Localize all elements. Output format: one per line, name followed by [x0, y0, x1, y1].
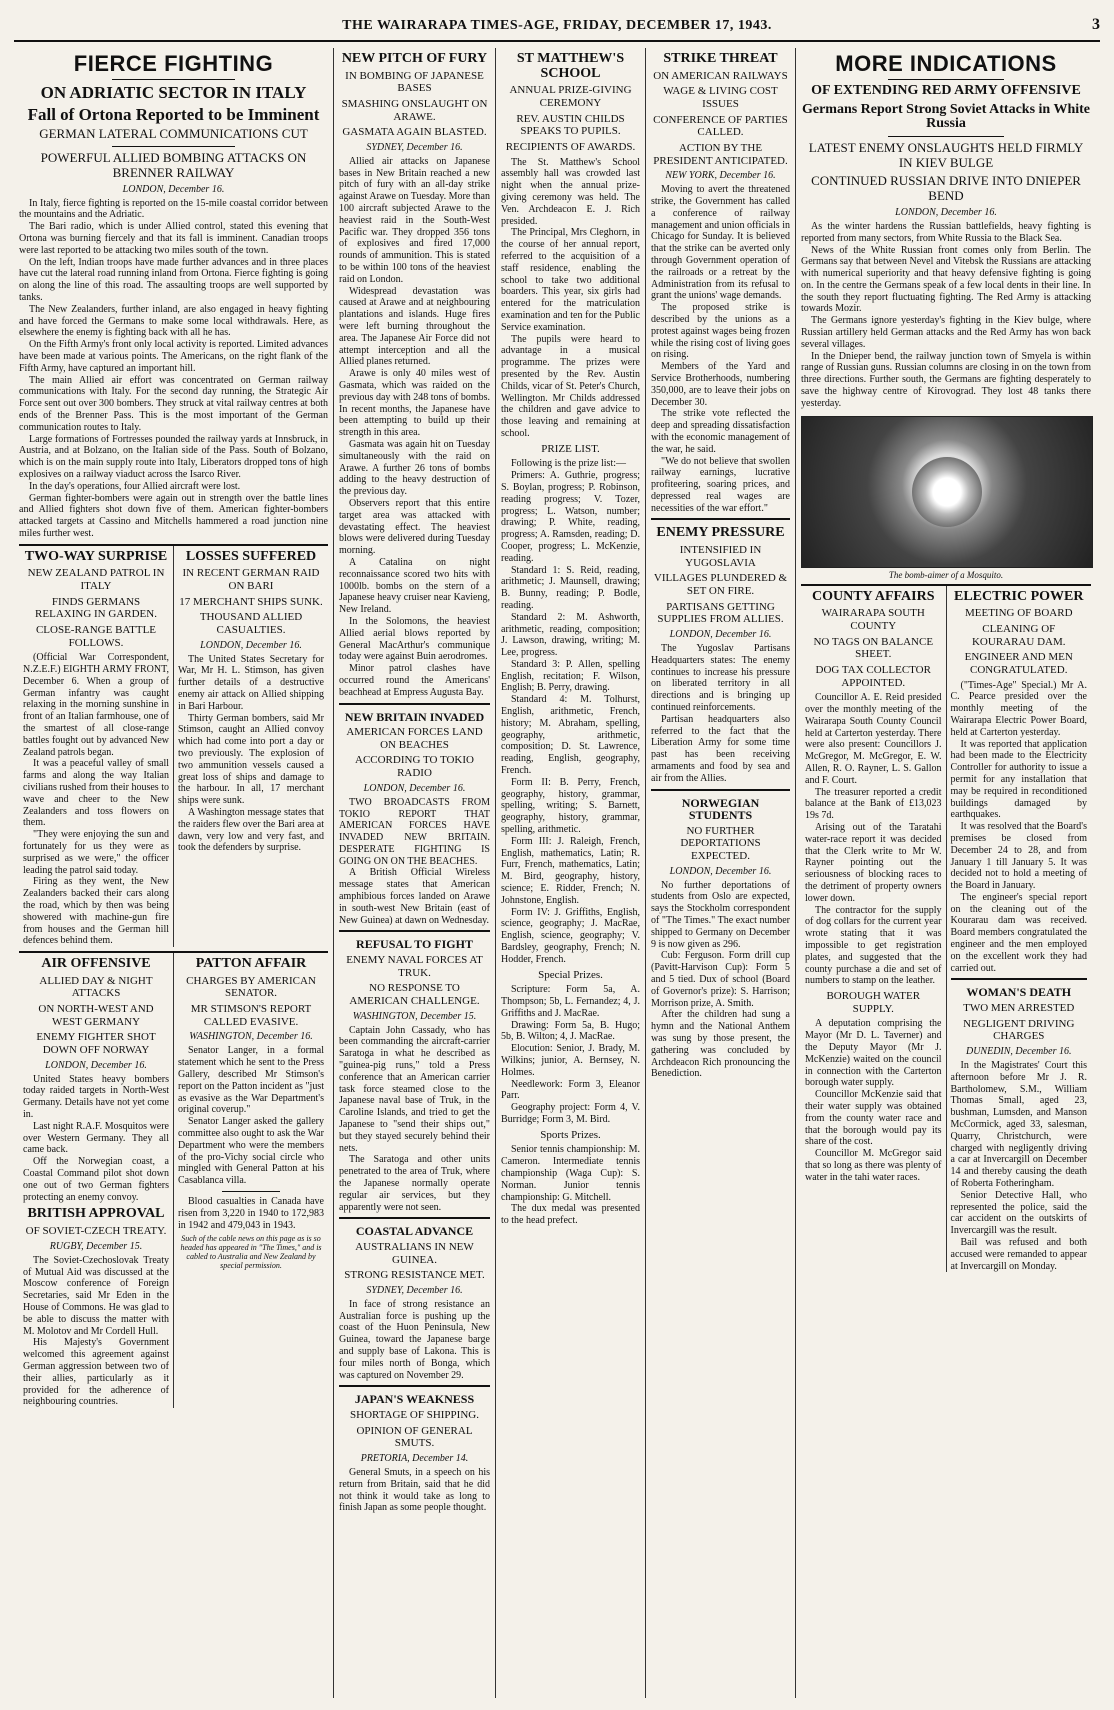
- special-prizes-heading: Special Prizes.: [538, 968, 603, 981]
- article-paragraph: The Germans ignore yesterday's fighting in the Kiev bulge, where Russian artillery held German attacks and the Red Army has won back several villages.: [801, 315, 1091, 350]
- deck: ACTION BY THE PRESIDENT ANTICIPATED.: [653, 141, 788, 167]
- two-story-row: [19, 544, 328, 947]
- story-japan: [339, 1385, 490, 1514]
- deck: NEGLIGENT DRIVING CHARGES: [963, 1017, 1075, 1043]
- column-3: [496, 48, 646, 1698]
- article-paragraph: Moving to avert the threatened strike, the Government has called a conference of railway management and union officials in Chicago for Sunday. It is believed that the strike can be averted only through Government operation of the railroads or a retreat by the Administration from its refusal to grant the unions' wage demands.: [651, 184, 790, 302]
- deck: CLEANING OF KOURARAU DAM.: [971, 622, 1066, 648]
- headline-japan: JAPAN'S WEAKNESS: [354, 1392, 475, 1407]
- dateline: WASHINGTON, December 15.: [352, 1010, 477, 1022]
- story-womans-death: [951, 978, 1088, 1272]
- deck: RECIPIENTS OF AWARDS.: [505, 140, 636, 153]
- headline-losses: LOSSES SUFFERED: [185, 548, 317, 564]
- article-paragraph: Senator Langer, in a formal statement which he sent to the Press Gallery, described Mr Stimson's report on the Patton incident as "just as evasive as the War Department's original coverup.": [178, 1045, 324, 1116]
- column-2: [334, 48, 496, 1698]
- deck: NEW ZEALAND PATROL IN ITALY: [27, 567, 165, 593]
- deck-white-russia: Germans Report Strong Soviet Attacks in White Russia: [801, 101, 1091, 132]
- cable-footnote: Such of the cable news on this page as is so headed has appeared in "The Times," and is cabled to Australia and New Zealand by special permission.: [180, 1234, 322, 1270]
- deck: ENGINEER AND MEN CONGRATULATED.: [964, 651, 1073, 676]
- dateline: RUGBY, December 15.: [49, 1240, 143, 1252]
- headline-two-way: TWO-WAY SURPRISE: [24, 548, 168, 564]
- prize-list-heading: PRIZE LIST.: [541, 442, 600, 455]
- article-paragraph: The Bari radio, which is under Allied control, stated this evening that Ortona was burning fiercely and that its fall is imminent. Canadian troops were last reported to be attacking two miles south of the town.: [19, 221, 328, 256]
- article-paragraph: A Catalina on night reconnaissance scored two hits with 1000lb. bombs on the stern of a Japanese heavy cruiser near Kavieng, New Ireland.: [339, 556, 490, 616]
- filler-note: Blood casualties in Canada have risen from 3,220 in 1940 to 172,983 in 1942 and 479,043 in 1943.: [178, 1195, 324, 1231]
- article-paragraph: On the Fifth Army's front only local activity is reported. Limited advances have been made at various points. The Americans, on the right flank of the Fifth Army, have captured an important hill.: [19, 339, 328, 374]
- deck: ENEMY NAVAL FORCES AT TRUK.: [346, 954, 483, 979]
- masthead-title: THE WAIRARAPA TIMES-AGE, FRIDAY, DECEMBER 17, 1943.: [342, 18, 772, 33]
- dateline: LONDON, December 16.: [363, 782, 466, 794]
- two-story-row: [19, 951, 328, 1408]
- article-paragraph: It was reported that application had been made to the Electricity Controller for authority to issue a permit for any installation that may be required in reconditioned buildings damaged by earthquakes.: [950, 738, 1087, 821]
- deck: INTENSIFIED IN YUGOSLAVIA: [679, 544, 762, 569]
- article-paragraph: The proposed strike is described by the unions as a protest against wages being frozen while the rising cost of living goes on rising.: [651, 302, 790, 361]
- prize-paragraph: Standard 2: M. Ashworth, arithmetic, reading, composition; J. Lawson, drawing, writing; M. Lee, progress.: [501, 611, 640, 659]
- article-paragraph: Arawe is only 40 miles west of Gasmata, which was raided on the previous day with 248 tons of bombs. In recent months, the Japanese have been attempting to build up their strength in this area.: [339, 368, 490, 439]
- article-paragraph: (Official War Correspondent, N.Z.E.F.) EIGHTH ARMY FRONT, December 6. When a group of German infantry was caught relaxing in the morning sunshine in front of an Italian farmhouse, one of the smartest of all close-range battles fought out by advanced New Zealand patrols began.: [23, 652, 169, 758]
- headline-refusal: REFUSAL TO FIGHT: [356, 937, 473, 952]
- deck: CLOSE-RANGE BATTLE FOLLOWS.: [35, 623, 157, 649]
- article-paragraph: The St. Matthew's School assembly hall was crowded last night when the annual prize-giving ceremony was held. The Ven. Archdeacon E. J. Rich presided.: [501, 156, 640, 227]
- prize-paragraph: Primers: A. Guthrie, progress; S. Boylan, progress; P. Robinson, reading progress; V. Tozer, progress; L. Watson, number; drawing; P. White, reading, progress; A. Ramsden, reading; D. Cooper, progress; L. McKenzie, reading.: [501, 470, 640, 564]
- article-paragraph: German fighter-bombers were again out in strength over the battle lines and Allied fighters shot down five of them. American fighter-bombers attacked targets at Cassino and Mitchells hammered a road junction nine miles further west.: [19, 492, 328, 539]
- deck-kiev: LATEST ENEMY ONSLAUGHTS HELD FIRMLY IN KIEV BULGE: [808, 140, 1084, 171]
- article-paragraph: It was a peaceful valley of small farms and along the way Italian civilians rushed from their houses to wave and cheer to the New Zealanders and toss flowers on them.: [23, 758, 169, 829]
- story-enemy-pressure: [651, 518, 790, 784]
- article-paragraph: Thirty German bombers, said Mr Stimson, caught an Allied convoy which had come into port a day or two previously. The explosion of two ammunition vessels caused a great loss of ships and damage to the harbour. In all, 17 merchant ships were sunk.: [178, 712, 324, 807]
- deck: ANNUAL PRIZE-GIVING CEREMONY: [509, 84, 632, 110]
- article-paragraph: On the left, Indian troops have made further advances and in three places have cut the lateral road running inland from Ortona. Fierce fighting is going on along the line of this road. The assaulting troops are well supported by tanks.: [19, 256, 328, 303]
- article-paragraph: Captain John Cassady, who has been commanding the aircraft-carrier Saratoga in what he described as "guinea-pig runs," told a Press conference that an American carrier task force steamed close to the Japanese naval base of Truk, in the Caroline Islands, and tried to get the Japanese to "send their ships out," but they stayed securely behind their nets.: [339, 1024, 490, 1154]
- prize-paragraph: Form III: J. Raleigh, French, English, mathematics, Latin; R. Furr, French, mathematics, Latin; M. Bird, geography, history, science; E. Ridder, French; N. Johnstone, English.: [501, 835, 640, 906]
- deck: SMASHING ONSLAUGHT ON ARAWE.: [341, 97, 488, 123]
- article-paragraph: In the day's operations, four Allied aircraft were lost.: [29, 480, 241, 492]
- article-paragraph: Widespread devastation was caused at Arawe and at neighbouring plantations and islands. Huge fires were left burning throughout the area. The Japanese Air Force did not attempt interception and all the Allied planes returned.: [339, 285, 490, 368]
- column-5: [796, 48, 1096, 1698]
- prize-paragraph: Form IV: J. Griffiths, English, science, geography; J. MacRae, English, science, geography; V. Bardsley, geography, French; N. Hodder, French.: [501, 906, 640, 965]
- deck-brenner: POWERFUL ALLIED BOMBING ATTACKS ON BRENNER RAILWAY: [40, 149, 307, 180]
- article-paragraph: General Smuts, in a speech on his return from Britain, said that he did not think it would take as long to finish Japan as some people thought.: [339, 1466, 490, 1514]
- deck: VILLAGES PLUNDERED & SET ON FIRE.: [653, 572, 788, 598]
- article-paragraph: Last night R.A.F. Mosquitos were over Western Germany. They all came back.: [23, 1120, 169, 1156]
- story-norwegian-students: [651, 789, 790, 1081]
- article-paragraph: Firing as they went, the New Zealanders backed their cars along the road, which by then was being showered with machine-gun fire from houses and the German hill defences behind them.: [23, 876, 169, 947]
- article-paragraph: The strike vote reflected the deep and spreading dissatisfaction with the economic management of the war, he said.: [651, 408, 790, 455]
- prize-paragraph: Standard 3: P. Allen, spelling English, recitation; F. Wilson, English; B. Perry, drawing.: [501, 658, 640, 694]
- story-losses-suffered: [173, 546, 328, 947]
- subhead-water-supply: BOROUGH WATER SUPPLY.: [826, 990, 921, 1015]
- divider: [112, 146, 236, 147]
- headline-patton: PATTON AFFAIR: [195, 956, 307, 972]
- dateline: SYDNEY, December 16.: [366, 141, 463, 153]
- article-paragraph: After the children had sung a hymn and the National Anthem was sung by those present, the gathering was concluded by Archdeacon Rich pronouncing the Benediction.: [651, 1009, 790, 1080]
- prize-paragraph: Standard 4: M. Tolhurst, English, arithmetic, French, history; M. Abraham, spelling, geography, arithmetic, composition; D. St. Lawrence, reading, English, geography, French.: [501, 694, 640, 777]
- article-paragraph: In the Magistrates' Court this afternoon before Mr J. R. Bartholomew, S.M., William Thomas Small, aged 23, bushman, Lumsden, and Manson McCormick, aged 33, salesman, Quarry, Christchurch, were charged with negligently driving a car at Invercargill on December 14 and thereby causing the death of Roberta Fotheringham.: [950, 1059, 1087, 1189]
- article-paragraph: It was resolved that the Board's premises be closed from December 24 to 28, and from January 1 till January 5. It was decided not to hold a meeting of the Board in January.: [950, 821, 1087, 892]
- prize-paragraph: Elocution: Senior, J. Brady, M. Wilkins; junior, A. Bernsey, N. Holmes.: [501, 1043, 640, 1078]
- column-4: [646, 48, 796, 1698]
- headline-new-pitch: NEW PITCH OF FURY: [341, 51, 488, 66]
- headline-norwegian: NORWEGIAN STUDENTS: [681, 795, 760, 823]
- article-paragraph: Councillor M. McGregor said that so long as there was plenty of water in the tahi water races.: [805, 1148, 942, 1183]
- headline-st-matthews: ST MATTHEW'S SCHOOL: [516, 51, 625, 81]
- article-paragraph: Bail was refused and both accused were remanded to appear at Invercargill on Monday.: [950, 1236, 1087, 1272]
- headline-county-affairs: COUNTY AFFAIRS: [811, 588, 935, 604]
- dateline: LONDON, December 16.: [200, 639, 302, 651]
- article-paragraph: Members of the Yard and Service Brotherhoods, numbering 350,000, are to leave their jobs on December 30.: [651, 361, 790, 408]
- dateline: SYDNEY, December 16.: [366, 1284, 463, 1296]
- column-1: [14, 48, 334, 1698]
- prize-paragraph: Geography project: Form 4, V. Burridge; Form 3, M. Bird.: [501, 1102, 640, 1126]
- deck: ON AMERICAN RAILWAYS: [653, 69, 788, 82]
- headline-more-indications: MORE INDICATIONS: [835, 51, 1057, 76]
- prize-paragraph: Scripture: Form 5a, A. Thompson; 5b, L. Fernandez; 4, J. Griffiths and J. MacRae.: [501, 984, 640, 1019]
- deck: TWO MEN ARRESTED: [963, 1002, 1075, 1015]
- headline-electric-power: ELECTRIC POWER: [953, 588, 1084, 604]
- article-paragraph: A deputation comprising the Mayor (Mr D. L. Taverner) and the Deputy Mayor (Mr J. McKenzie) waited on the council in connection with the Carterton borough water supply.: [805, 1018, 942, 1089]
- story-coastal: [339, 1217, 490, 1381]
- headline-strike-threat: STRIKE THREAT: [663, 51, 778, 66]
- story-refusal: [339, 930, 490, 1213]
- divider: [112, 79, 236, 80]
- headline-coastal: COASTAL ADVANCE: [355, 1224, 474, 1239]
- deck: REV. AUSTIN CHILDS SPEAKS TO PUPILS.: [516, 112, 625, 138]
- prize-paragraph: Standard 1: S. Reid, reading, arithmetic; J. Maunsell, drawing; B. Bunny, reading; P. Bodle, reading.: [501, 564, 640, 611]
- photo-caption: The bomb-aimer of a Mosquito.: [888, 569, 1004, 580]
- deck: THOUSAND ALLIED CASUALTIES.: [199, 611, 303, 636]
- story-county-affairs: [801, 586, 946, 1273]
- headline-fierce-fighting: FIERCE FIGHTING: [73, 51, 274, 76]
- article-paragraph: Gasmata was again hit on Tuesday simultaneously with the raid on Arawe. A further 26 tons of bombs adding to the heavy destruction of the previous day.: [339, 439, 490, 498]
- deck-ortona: Fall of Ortona Reported to be Imminent: [27, 104, 320, 124]
- article-paragraph: The Soviet-Czechoslovak Treaty of Mutual Aid was discussed at the Moscow conference of Foreign Secretaries, said Mr Eden in the House of Commons. He was glad to be able to discuss the matter with M. Molotov and Mr Cordell Hull.: [23, 1254, 169, 1337]
- article-paragraph: The Saratoga and other units penetrated to the area of Truk, where the Japanese normally operate regular air services, but they apparently were not seen.: [339, 1154, 490, 1213]
- article-paragraph: United States heavy bombers today raided targets in North-West Germany. Details have not yet come in.: [23, 1073, 169, 1121]
- headline-new-britain: NEW BRITAIN INVADED: [344, 709, 485, 724]
- article-paragraph: No further deportations of students from Oslo are expected, says the Stockholm correspondent of "The Times." The exact number shipped to Germany on December 9 is now given as 296.: [651, 879, 790, 950]
- headline-womans-death: WOMAN'S DEATH: [966, 985, 1072, 1000]
- divider: [222, 1191, 280, 1192]
- article-paragraph: The treasurer reported a credit balance at the Bank of £13,023 19s 7d.: [805, 786, 942, 822]
- article-paragraph: His Majesty's Government welcomed this agreement against German aggression between two of their allies, particularly as it provided for the adherence of neighbouring countries.: [23, 1337, 169, 1408]
- article-paragraph: Allied air attacks on Japanese bases in New Britain reached a new pitch of fury with an all-day strike against Arawe on Tuesday. More than 100 aircraft subjected Arawe to the heaviest raid in the South-West Pacific war. They dropped 356 tons of explosives and fired 17,000 rounds of ammunition. This is stated to be within 100 tons of the heaviest raid on London.: [339, 155, 490, 285]
- article-paragraph: In the Solomons, the heaviest Allied aerial blows reported by General MacArthur's communique today were against Buin aerodromes.: [339, 615, 490, 663]
- article-paragraph: The United States Secretary for War, Mr H. L. Stimson, has given further details of a destructive enemy air attack on Allied shipping in Bari Harbour.: [178, 653, 324, 712]
- headline-air-offensive: AIR OFFENSIVE: [41, 956, 151, 972]
- sports-prizes-heading: Sports Prizes.: [540, 1128, 601, 1141]
- article-paragraph: ("Times-Age" Special.) Mr A. C. Pearce presided over the monthly meeting of the Wairarapa Electric Power Board, held at Carterton yesterday.: [950, 679, 1087, 738]
- deck-communications: GERMAN LATERAL COMMUNICATIONS CUT: [39, 125, 308, 141]
- article-paragraph: TWO BROADCASTS FROM TOKIO REPORT THAT AMERICAN FORCES HAVE INVADED NEW BRITAIN. DESPERATE FIGHTING IS GOING ON ON THE BEACHES.: [339, 796, 490, 867]
- deck: IN RECENT GERMAN RAID ON BARI: [182, 567, 320, 593]
- deck: PARTISANS GETTING SUPPLIES FROM ALLIES.: [657, 600, 784, 626]
- article-paragraph: Councillor McKenzie said that their water supply was obtained from the county water race and that the borough would pay its share of the cost.: [805, 1089, 942, 1148]
- deck: FINDS GERMANS RELAXING IN GARDEN.: [35, 595, 157, 621]
- deck: MR STIMSON'S REPORT CALLED EVASIVE.: [190, 1003, 312, 1028]
- deck: IN BOMBING OF JAPANESE BASES: [345, 69, 484, 95]
- dateline: LONDON, December 16.: [122, 183, 225, 195]
- article-paragraph: In the Dnieper bend, the railway junction town of Smyela is within range of Russian guns. Russian columns are closing in on the town from three directions. Further south, the Germans are fighting desperately to save the highway centre of Kirovograd. They lost 48 tanks there yesterday.: [801, 350, 1091, 409]
- article-paragraph: In face of strong resistance an Australian force is pushing up the coast of the Huon Peninsula, New Guinea, toward the Japanese barge and supply base of Lakona. This is four miles north of Bonga, which was captured on November 29.: [339, 1298, 490, 1381]
- deck: MEETING OF BOARD: [964, 607, 1073, 620]
- article-paragraph: Off the Norwegian coast, a Coastal Command pilot shot down one out of two German fighters protecting an enemy convoy.: [23, 1156, 169, 1203]
- article-paragraph: The Principal, Mrs Cleghorn, in the course of her annual report, referred to the acquisition of a staff residence, enabling the school to take two additional boarders. This year, six girls had entered for the matriculation examination and ten for the Public Service examination.: [501, 227, 640, 333]
- deck: STRONG RESISTANCE MET.: [344, 1269, 485, 1282]
- deck: CONFERENCE OF PARTIES CALLED.: [653, 113, 788, 139]
- prize-paragraph: Drawing: Form 5a, B. Hugo; 5b, B. Wilton; 4, J. MacRae.: [501, 1019, 640, 1043]
- dateline: LONDON, December 16.: [669, 629, 772, 641]
- two-story-row: [801, 584, 1091, 1273]
- deck: NO RESPONSE TO AMERICAN CHALLENGE.: [349, 982, 480, 1007]
- prize-paragraph: The dux medal was presented to the head prefect.: [501, 1203, 640, 1227]
- deck: WAIRARAPA SOUTH COUNTY: [821, 607, 925, 632]
- article-paragraph: Large formations of Fortresses pounded the railway yards at Innsbruck, in Austria, and at Bolzano, on the Italian side of the Pass. South of Bolzano, which is on the main supply route into Italy, Liberators dropped tons of high explosives on a railway viaduct across the Isarco River.: [19, 433, 328, 480]
- deck: CHARGES BY AMERICAN SENATOR.: [186, 974, 316, 1000]
- article-paragraph: News of the White Russian front comes only from Berlin. The Germans say that between Nevel and Vitebsk the Russians are attacking with numerical superiority and that heavy defensive fighting is going on. In the centre the Germans speak of a few local dents in their line. In the south they report fluctuating fighting. The Red Army is attacking towards Mozir.: [801, 244, 1091, 315]
- mosquito-photo: [801, 416, 1093, 568]
- article-paragraph: In Italy, fierce fighting is reported on the 15-mile coastal corridor between the mountains and the Adriatic.: [19, 197, 328, 221]
- prize-paragraph: Needlework: Form 3, Eleanor Parr.: [501, 1078, 640, 1102]
- dateline: PRETORIA, December 14.: [360, 1452, 469, 1464]
- deck-dnieper: CONTINUED RUSSIAN DRIVE INTO DNIEPER BEND: [811, 173, 1081, 203]
- article-paragraph: Councillor A. E. Reid presided over the monthly meeting of the Wairarapa South County Council held at Carterton yesterday. There were also present: Councillors J. McGregor, M. McGregor, E. W. Allen, R. O. Rayner, L. S. Gallon and F. Court.: [805, 692, 942, 786]
- photo-subject: [912, 457, 982, 527]
- story-two-way-surprise: [19, 546, 173, 947]
- article-paragraph: The Yugoslav Partisans Headquarters states: The enemy continues to increase his pressure on liberated territory in all directions and is bringing up continued reinforcements.: [651, 643, 790, 713]
- deck: OPINION OF GENERAL SMUTS.: [356, 1424, 473, 1450]
- article-paragraph: Partisan headquarters also referred to the fact that the Liberation Army for some time past has been receiving armaments and food by sea and air from the Allies.: [651, 713, 790, 784]
- deck: OF SOVIET-CZECH TREATY.: [25, 1225, 167, 1238]
- deck: AMERICAN FORCES LAND ON BEACHES: [346, 726, 483, 751]
- story-new-britain: [339, 703, 490, 927]
- page-number: 3: [1092, 16, 1100, 33]
- deck: ACCORDING TO TOKIO RADIO: [355, 754, 474, 780]
- dateline: LONDON, December 16.: [669, 865, 772, 877]
- article-paragraph: The main Allied air effort was concentrated on German railway communications with Italy. For the second day running, the Strategic Air Force sent out over 300 bombers. They struck at vital railway centres at both ends of the Brenner Pass. This is the most important of the German communication routes to Italy.: [19, 374, 328, 433]
- deck: GASMATA AGAIN BLASTED.: [342, 126, 487, 139]
- article-paragraph: As the winter hardens the Russian battlefields, heavy fighting is reported from many sectors, from White Russia to the Black Sea.: [801, 220, 1091, 244]
- headline-enemy-pressure: ENEMY PRESSURE: [656, 525, 785, 541]
- deck: ALLIED DAY & NIGHT ATTACKS: [39, 974, 153, 1000]
- article-paragraph: Observers report that this entire target area was attacked with devastating effect. The heaviest blows were delivered during Tuesday morning.: [339, 498, 490, 557]
- divider: [888, 136, 1004, 137]
- deck: WAGE & LIVING COST ISSUES: [663, 85, 778, 110]
- deck: NO FURTHER DEPORTATIONS EXPECTED.: [680, 824, 761, 863]
- article-paragraph: Cub: Ferguson. Form drill cup (Pavitt-Harvison Cup): Form 5 and 5 tied. Dux of school (Board of Governor's prize): S. Harrison; Morrison prize, A. Smith.: [651, 950, 790, 1009]
- headline-british-approval: BRITISH APPROVAL: [27, 1206, 165, 1222]
- deck: DOG TAX COLLECTOR APPOINTED.: [815, 663, 931, 689]
- divider: [888, 79, 1004, 80]
- columns: [14, 48, 1100, 1698]
- deck: ON NORTH-WEST AND WEST GERMANY: [38, 1003, 154, 1028]
- masthead: [14, 12, 1100, 42]
- prize-paragraph: Following is the prize list:—: [511, 458, 626, 470]
- article-paragraph: Minor patrol clashes have occurred round the Americans' beachhead at Empress Augusta Bay.: [339, 663, 490, 698]
- deck: NO TAGS ON BALANCE SHEET.: [813, 635, 934, 661]
- article-paragraph: A Washington message states that the raiders flew over the Bari area at dawn, very low and very fast, and took the defenders by surprise.: [178, 806, 324, 854]
- deck: ENEMY FIGHTER SHOT DOWN OFF NORWAY: [36, 1031, 156, 1057]
- article-paragraph: Arising out of the Taratahi water-race report it was decided that the Clerk write to Mr W. Rayner pointing out the seriousness of blocking races to the detriment of property owners lower down.: [805, 821, 942, 904]
- article-paragraph: The contractor for the supply of dog collars for the current year wrote stating that it was impossible to get registration plates, and suggested that the county purchase a die and set of numbers to stamp on the leather.: [805, 904, 942, 987]
- story-air-offensive: [19, 953, 173, 1408]
- article-paragraph: Senator Langer asked the gallery committee also ought to ask the War Department who were the members of the pro-Vichy social circle who mingled with General Patton at his Casablanca villa.: [178, 1116, 324, 1187]
- deck: 17 MERCHANT SHIPS SUNK.: [179, 595, 323, 608]
- subhead-adriatic: ON ADRIATIC SECTOR IN ITALY: [40, 83, 307, 103]
- prize-paragraph: Form II: B. Perry, French, geography, history, grammar, spelling, writing; S. Barnett, geography, history, grammar, spelling, arithmetic.: [501, 776, 640, 836]
- article-paragraph: "They were enjoying the sun and fortunately for us they were as surprised as we were," the officer leading the patrol said today.: [23, 829, 169, 876]
- dateline: LONDON, December 16.: [895, 206, 997, 218]
- deck: SHORTAGE OF SHIPPING.: [350, 1409, 479, 1422]
- dateline: WASHINGTON, December 16.: [189, 1031, 313, 1043]
- dateline: DUNEDIN, December 16.: [965, 1045, 1072, 1057]
- article-paragraph: A British Official Wireless message states that American amphibious forces landed on Arawe in south-west New Britain (east of New Guinea) at dawn on Wednesday.: [339, 867, 490, 926]
- story-electric-power: [946, 586, 1092, 1273]
- dateline: NEW YORK, December 16.: [665, 170, 776, 182]
- article-paragraph: The engineer's special report on the cleaning out of the Kourarau dam was received. Board members congratulated the engineer and the men employed on the excellent work they had carried out.: [950, 891, 1087, 974]
- article-paragraph: The pupils were heard to advantage in a musical programme. The prizes were presented by the Rev. Austin Childs, vicar of St. Peter's Church, Wellington. Mr Childs addressed the children and gave advice to those leaving and remaining at school.: [501, 333, 640, 439]
- deck-red-army: OF EXTENDING RED ARMY OFFENSIVE: [811, 83, 1081, 99]
- deck: AUSTRALIANS IN NEW GUINEA.: [355, 1240, 474, 1266]
- article-paragraph: The New Zealanders, further inland, are also engaged in heavy fighting and have forced the Germans to make some local withdrawals. Here, as elsewhere the enemy is fighting back with all he has.: [19, 303, 328, 339]
- story-patton-affair: [173, 953, 328, 1408]
- article-paragraph: Senior Detective Hall, who represented the police, said the car accident on the outskirts of Invercargill was the result.: [950, 1189, 1087, 1237]
- article-paragraph: "We do not believe that swollen railway earnings, lucrative profiteering, soaring prices, and depressed real wages are necessities of the war effort.": [651, 455, 790, 514]
- dateline: LONDON, December 16.: [45, 1059, 147, 1071]
- prize-paragraph: Senior tennis championship: M. Cameron. Intermediate tennis championship (Waga Cup): S. Norman. Junior tennis championship: G. Mitchell.: [501, 1144, 640, 1203]
